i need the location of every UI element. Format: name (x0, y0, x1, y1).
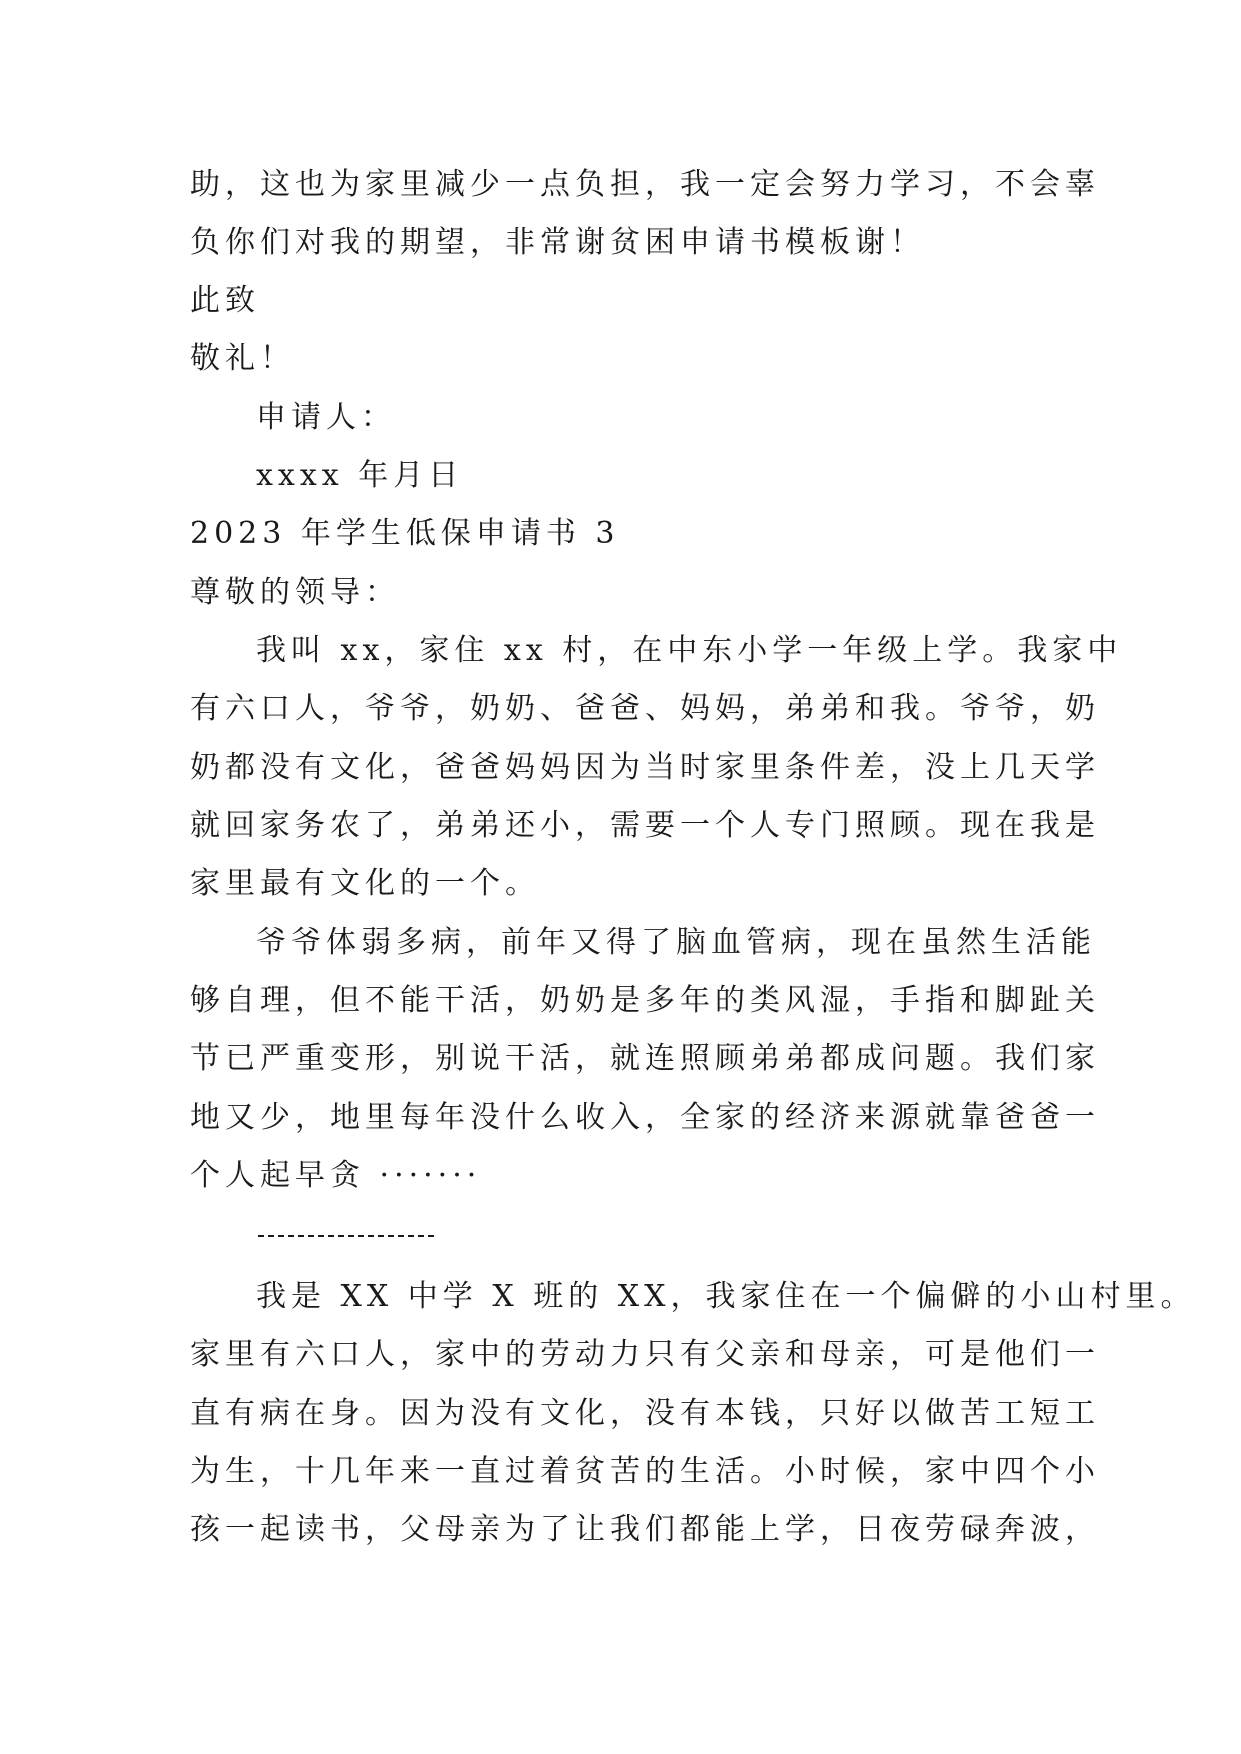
text-line: 家里最有文化的一个。 (190, 866, 540, 901)
text-line: 直有病在身。因为没有文化，没有本钱，只好以做苦工短工 (190, 1396, 1100, 1431)
text-line: 够自理，但不能干活，奶奶是多年的类风湿，手指和脚趾关 (190, 983, 1100, 1018)
applicant-label: 申请人： (256, 400, 396, 435)
text-line: 爷爷体弱多病，前年又得了脑血管病，现在虽然生活能 (256, 925, 1096, 960)
greeting: 尊敬的领导： (190, 575, 400, 610)
closing-salutation: 此致 (190, 283, 260, 318)
text-line: 我叫 xx，家住 xx 村，在中东小学一年级上学。我家中 (256, 633, 1123, 668)
text-line: 孩一起读书，父母亲为了让我们都能上学，日夜劳碌奔波， (190, 1512, 1100, 1547)
closing-regards: 敬礼！ (190, 341, 295, 376)
text-line: 就回家务农了，弟弟还小，需要一个人专门照顾。现在我是 (190, 808, 1100, 843)
text-line: 助，这也为家里减少一点负担，我一定会努力学习，不会辜 (190, 167, 1100, 202)
text-line: 家里有六口人，家中的劳动力只有父亲和母亲，可是他们一 (190, 1337, 1100, 1372)
text-line: 节已严重变形，别说干活，就连照顾弟弟都成问题。我们家 (190, 1041, 1100, 1076)
text-line: 负你们对我的期望，非常谢贫困申请书模板谢！ (190, 225, 925, 260)
date-line: xxxx 年月日 (256, 458, 464, 493)
text-line: 地又少，地里每年没什么收入，全家的经济来源就靠爸爸一 (190, 1100, 1100, 1135)
text-line: 个人起早贪 ······· (190, 1158, 482, 1193)
text-line: 奶都没有文化，爸爸妈妈因为当时家里条件差，没上几天学 (190, 750, 1100, 785)
section-title: 2023 年学生低保申请书 3 (190, 516, 620, 551)
text-line: 为生，十几年来一直过着贫苦的生活。小时候，家中四个小 (190, 1454, 1100, 1489)
text-line: 有六口人，爷爷，奶奶、爸爸、妈妈，弟弟和我。爷爷，奶 (190, 691, 1100, 726)
section-divider (258, 1235, 434, 1237)
text-line: 我是 XX 中学 X 班的 XX，我家住在一个偏僻的小山村里。 (256, 1279, 1196, 1314)
